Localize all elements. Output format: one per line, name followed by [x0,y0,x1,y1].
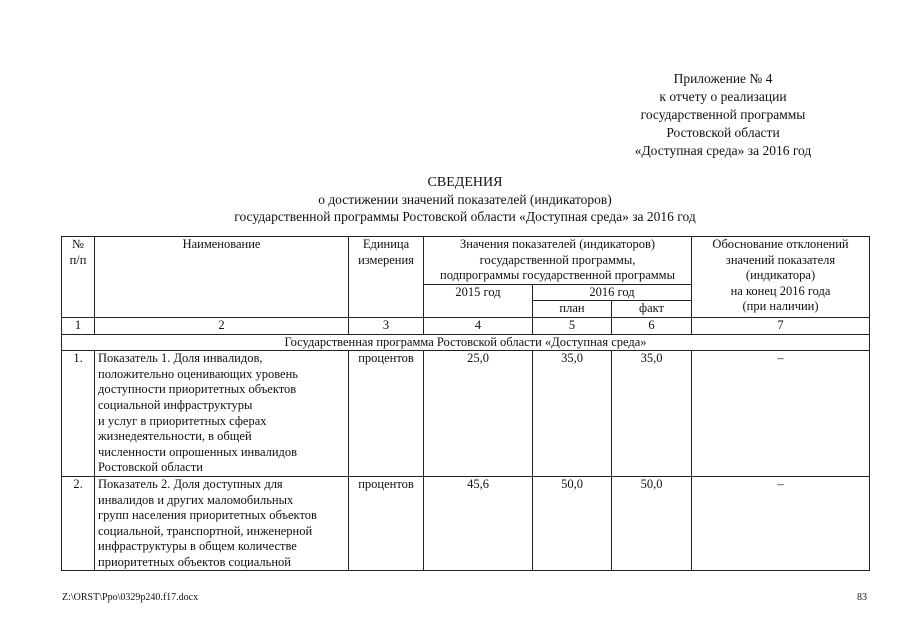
column-number-row [62,317,870,334]
row-name: Показатель 1. Доля инвалидов, положительно оценивающих уровень доступности приоритетных объектов социальной инфраструктуры и услуг в приоритетных сферах жизнедеятельности, в общей численности опрошенных инвалидов Ростовской области [95,351,349,477]
col-number: 6 [612,317,692,334]
col-number: 2 [95,317,349,334]
row-unit: процентов [349,351,424,477]
row-num: 2. [62,476,95,571]
header-fact: факт [612,301,692,318]
table-row [62,476,870,571]
footer-file-path: Z:\ORST\Ppo\0329p240.f17.docx [62,592,199,603]
appendix-line: к отчету о реализации [659,89,787,104]
row-value-plan: 35,0 [533,351,612,477]
section-row [62,334,870,351]
appendix-line: «Доступная среда» за 2016 год [634,143,812,158]
header-num: № п/п [62,237,95,318]
col-number: 1 [62,317,95,334]
row-value-2015: 45,6 [424,476,533,571]
page-bottom-margin [0,578,905,640]
indicators-table [61,236,870,571]
row-unit: процентов [349,476,424,571]
appendix-line: государственной программы [640,107,806,122]
header-name: Наименование [95,237,349,318]
heading-subtitle-program: государственной программы Ростовской области «Доступная среда» за 2016 год [234,209,696,224]
appendix-block [593,70,853,160]
header-values-group: Значения показателей (индикаторов) государственной программы, подпрограммы государственной программы [424,237,692,285]
col-number: 7 [692,317,870,334]
header-plan: план [533,301,612,318]
header-2016: 2016 год [533,284,692,301]
header-2015: 2015 год [424,284,533,317]
row-value-2015: 25,0 [424,351,533,477]
col-number: 3 [349,317,424,334]
header-justification: Обоснование отклонений значений показателя (индикатора) на конец 2016 года (при наличии) [692,237,870,318]
heading-subtitle: о достижении значений показателей (индикаторов) [318,192,612,207]
row-value-fact: 35,0 [612,351,692,477]
document-heading [60,174,870,225]
row-num: 1. [62,351,95,477]
heading-title: СВЕДЕНИЯ [427,175,503,190]
table-row [62,351,870,477]
appendix-line: Ростовской области [666,125,780,140]
row-note: – [692,476,870,571]
appendix-line: Приложение № 4 [673,71,773,86]
col-number: 4 [424,317,533,334]
col-number: 5 [533,317,612,334]
row-name: Показатель 2. Доля доступных для инвалидов и других маломобильных групп населения приоритетных объектов социальной, транспортной, инженерной инфраструктуры в общем количестве приоритетных объектов социальной [95,476,349,571]
header-unit: Единица измерения [349,237,424,318]
footer-page-number: 83 [857,592,867,603]
row-value-plan: 50,0 [533,476,612,571]
section-title: Государственная программа Ростовской области «Доступная среда» [62,334,870,351]
row-note: – [692,351,870,477]
row-value-fact: 50,0 [612,476,692,571]
